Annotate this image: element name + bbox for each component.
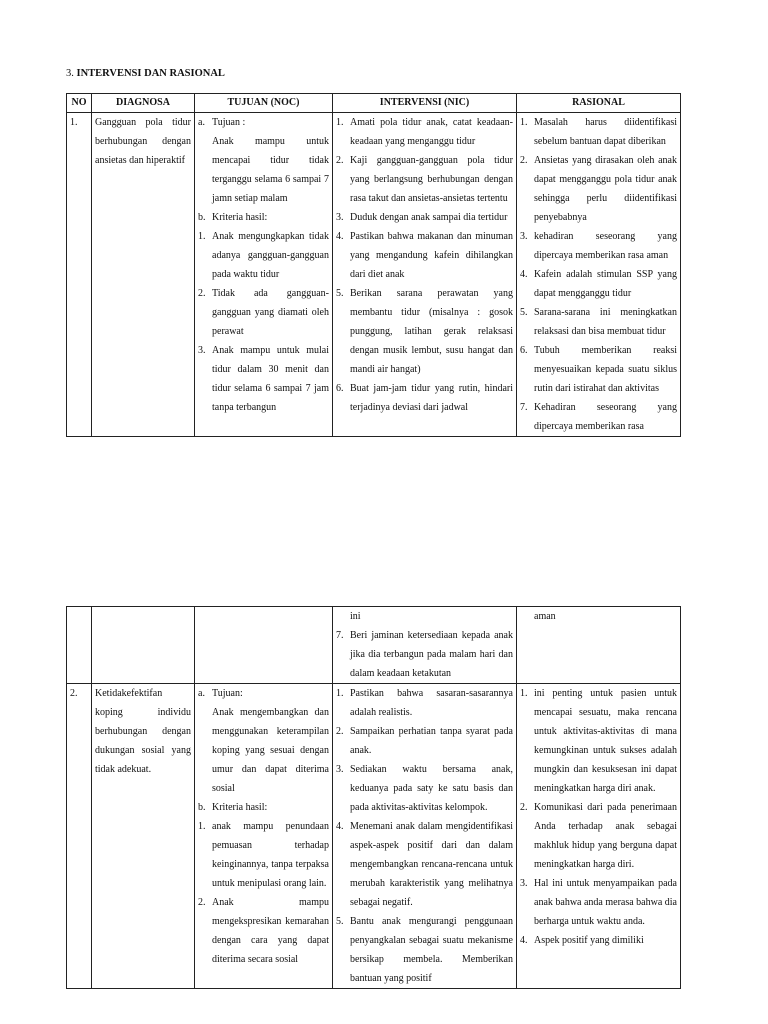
table-header-row [67, 94, 681, 113]
list-item: 1. anak mampu penundaan pemuasan terhadap keinginannya, tanpa terpaksa untuk menipulasi orang lain. [198, 821, 329, 889]
row-number [67, 607, 92, 684]
intervention-cell [333, 113, 517, 437]
list-item: 2. Anak mampu mengekspresikan kemarahan dengan cara yang dapat diterima secara sosial [198, 897, 329, 965]
list-item: 4. Menemani anak dalam mengidentifikasi aspek-aspek positif dari dan dalam mengembangkan rencana-rencana untuk merubah karakteristik yang melihatnya sebagai negatif. [336, 821, 513, 908]
header-no: NO [67, 94, 92, 113]
list-item: 4. Pastikan bahwa makanan dan minuman yang mengandung kafein dihilangkan dari diet anak [336, 231, 513, 280]
list-item: 4. Aspek positif yang dimiliki [520, 935, 644, 946]
list-item: 3. Hal ini untuk menyampaikan pada anak bahwa anda merasa bahwa dia berharga untuk waktu anda. [520, 878, 677, 927]
goal-text: Anak mengembangkan dan menggunakan keterampilan koping yang sesuai dengan umur dan dapat diterima sosial [212, 707, 329, 794]
list-item: 6. Buat jam-jam tidur yang rutin, hindari terjadinya deviasi dari jadwal [336, 383, 513, 413]
list-item: 2. Tidak ada gangguan-gangguan yang diamati oleh perawat [198, 288, 329, 337]
continued-text: aman [534, 611, 556, 622]
table-row [67, 607, 681, 684]
rationale-cell [517, 113, 681, 437]
row-number: 1. [67, 113, 92, 437]
table-row [67, 684, 681, 989]
table-row [67, 113, 681, 437]
goal-item: a. Tujuan: [198, 688, 243, 699]
list-item: 3. Anak mampu untuk mulai tidur dalam 30 menit dan tidur selama 6 sampai 7 jam tanpa terbangun [198, 345, 329, 413]
section-title: INTERVENSI DAN RASIONAL [76, 68, 225, 79]
list-item: 1. Pastikan bahwa sasaran-sasarannya adalah realistis. [336, 688, 513, 718]
header-intervensi: INTERVENSI (NIC) [333, 94, 517, 113]
criteria-heading: b. Kriteria hasil: [198, 212, 268, 223]
list-item: 1. ini penting untuk pasien untuk mencapai sesuatu, maka rencana untuk aktivitas-aktivitas di mana kemungkinan untuk sukses adalah mungkin dan kesuksesan ini dapat meningkatkan harga diri anak. [520, 688, 677, 794]
row-number: 2. [67, 684, 92, 989]
rationale-cell [517, 684, 681, 989]
list-item: 3. Sediakan waktu bersama anak, keduanya pada saty ke satu basis dan pada aktivitas-aktivitas kelompok. [336, 764, 513, 813]
list-item: 5. Sarana-sarana ini meningkatkan relaksasi dan bisa membuat tidur [520, 307, 677, 337]
list-item: 2. Kaji gangguan-gangguan pola tidur yang berlangsung berhubungan dengan rasa takut dan ansietas-ansietas tertentu [336, 155, 513, 204]
list-item: 5. Berikan sarana perawatan yang membantu tidur (misalnya : gosok punggung, latihan gerak relaksasi dengan musik lembut, susu hangat dan mandi air hangat) [336, 288, 513, 375]
list-item: 6. Tubuh memberikan reaksi menyesuaikan kepada suatu siklus rutin dari istirahat dan aktivitas [520, 345, 677, 394]
section-heading [66, 64, 225, 83]
section-number: 3. [66, 68, 74, 79]
intervention-cell [333, 684, 517, 989]
diagnosis-cell [92, 607, 195, 684]
criteria-heading: b. Kriteria hasil: [198, 802, 268, 813]
diagnosis-cell: Gangguan pola tidur berhubungan dengan ansietas dan hiperaktif [92, 113, 195, 437]
intervention-cell [333, 607, 517, 684]
list-item: 1. Amati pola tidur anak, catat keadaan-keadaan yang menganggu tidur [336, 117, 513, 147]
list-item: 3. Duduk dengan anak sampai dia tertidur [336, 212, 508, 223]
diagnosis-cell: Ketidakefektifan koping individu berhubungan dengan dukungan sosial yang tidak adekuat. [92, 684, 195, 989]
list-item: 2. Ansietas yang dirasakan oleh anak dapat mengganggu pola tidur anak sehingga perlu diidentifikasi penyebabnya [520, 155, 677, 223]
header-rasional: RASIONAL [517, 94, 681, 113]
intervention-table [66, 93, 681, 437]
intervention-table-continued [66, 606, 681, 989]
header-tujuan: TUJUAN (NOC) [195, 94, 333, 113]
rationale-cell [517, 607, 681, 684]
list-item: 2. Komunikasi dari pada penerimaan Anda terhadap anak sebagai makhluk hidup yang berguna dapat meningkatkan harga diri. [520, 802, 677, 870]
goal-cell [195, 684, 333, 989]
list-item: 7. Kehadiran seseorang yang dipercaya memberikan rasa [520, 402, 677, 432]
continued-text: ini [350, 611, 361, 622]
list-item: 7. Beri jaminan ketersediaan kepada anak jika dia terbangun pada malam hari dan dalam keadaan ketakutan [336, 630, 513, 679]
goal-cell [195, 607, 333, 684]
list-item: 1. Masalah harus diidentifikasi sebelum bantuan dapat diberikan [520, 117, 677, 147]
list-item: 5. Bantu anak mengurangi penggunaan penyangkalan sebagai suatu mekanisme bersikap membela. Memberikan bantuan yang positif [336, 916, 513, 984]
list-item: 3. kehadiran seseorang yang dipercaya memberikan rasa aman [520, 231, 677, 261]
list-item: 1. Anak mengungkapkan tidak adanya gangguan-gangguan pada waktu tidur [198, 231, 329, 280]
list-item: 4. Kafein adalah stimulan SSP yang dapat mengganggu tidur [520, 269, 677, 299]
goal-text: Anak mampu untuk mencapai tidur tidak terganggu selama 6 sampai 7 jamn setiap malam [212, 136, 329, 204]
goal-item: a. Tujuan : [198, 117, 246, 128]
goal-cell [195, 113, 333, 437]
list-item: 2. Sampaikan perhatian tanpa syarat pada anak. [336, 726, 513, 756]
header-diagnosa: DIAGNOSA [92, 94, 195, 113]
